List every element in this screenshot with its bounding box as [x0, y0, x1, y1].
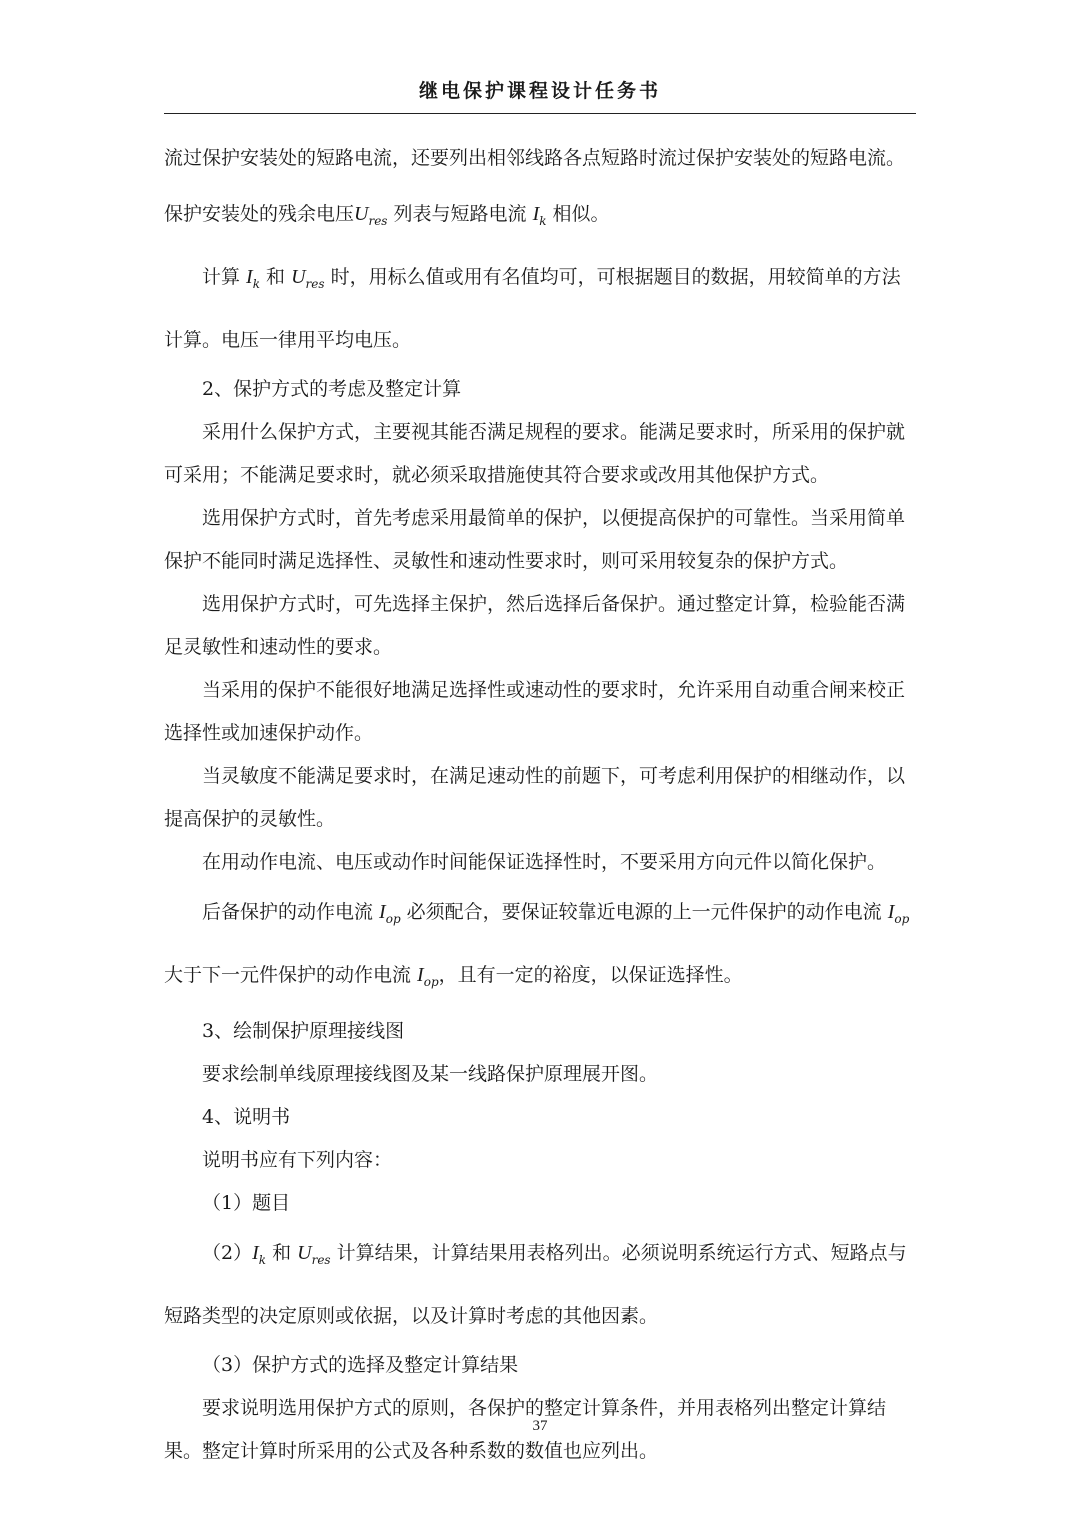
- paragraph-main-backup: 选用保护方式时，可先选择主保护，然后选择后备保护。通过整定计算，检验能否满足灵敏性和速动性的要求。: [164, 593, 906, 658]
- math-subscript: op: [385, 912, 401, 926]
- text-segment: （2）: [202, 1242, 253, 1264]
- math-subscript: op: [423, 975, 439, 989]
- math-symbol: U: [297, 1242, 312, 1264]
- math-symbol: I: [887, 901, 895, 923]
- math-subscript: res: [305, 277, 325, 291]
- paragraph-residual-voltage: [164, 130, 916, 249]
- math-symbol: I: [532, 203, 540, 225]
- text-segment: 流过保护安装处的短路电流，还要列出相邻线路各点短路时流过保护安装处的短路电流。保护安装处的残余电压: [164, 147, 906, 225]
- text-segment: 计算结果，计算结果用表格列出。必须说明系统运行方式、短路点与短路类型的决定原则或依据，以及计算时考虑的其他因素。: [164, 1242, 907, 1327]
- text-segment: 计算: [202, 266, 247, 288]
- math-subscript: k: [539, 214, 547, 228]
- paragraph-calculation: [164, 249, 916, 368]
- list-item-calculation-results: [164, 1225, 916, 1344]
- text-segment: 和: [266, 1242, 298, 1264]
- list-item-topic: （1）题目: [202, 1192, 291, 1214]
- paragraph-reclosing: 当采用的保护不能很好地满足选择性或速动性的要求时，允许采用自动重合闸来校正选择性或加速保护动作。: [164, 679, 906, 744]
- paragraph-protection-choice: 采用什么保护方式，主要视其能否满足规程的要求。能满足要求时，所采用的保护就可采用；不能满足要求时，就必须采取措施使其符合要求或改用其他保护方式。: [164, 421, 906, 486]
- section-heading-2: 2、保护方式的考虑及整定计算: [202, 378, 462, 400]
- section-heading-3: 3、绘制保护原理接线图: [202, 1020, 405, 1042]
- math-symbol: I: [246, 266, 253, 288]
- paragraph-manual-contents: 说明书应有下列内容：: [202, 1149, 393, 1171]
- document-body: [164, 130, 916, 1473]
- paragraph-direction-element: 在用动作电流、电压或动作时间能保证选择性时，不要采用方向元件以简化保护。: [202, 851, 887, 873]
- page-header: [164, 76, 916, 114]
- math-symbol: U: [291, 266, 306, 288]
- paragraph-wiring-diagram: 要求绘制单线原理接线图及某一线路保护原理展开图。: [202, 1063, 659, 1085]
- header-title: 继电保护课程设计任务书: [418, 80, 661, 102]
- paragraph-backup-current: [164, 884, 916, 1010]
- section-heading-4: 4、说明书: [202, 1106, 291, 1128]
- math-symbol: I: [379, 901, 386, 923]
- paragraph-setting-principles: 要求说明选用保护方式的原则，各保护的整定计算条件，并用表格列出整定计算结果。整定计算时所采用的公式及各种系数的数值也应列出。: [164, 1397, 887, 1462]
- math-subscript: k: [258, 1253, 267, 1267]
- math-symbol: I: [417, 964, 424, 986]
- math-subscript: res: [368, 214, 388, 228]
- text-segment: 大于下一元件保护的动作电流: [164, 964, 418, 986]
- text-segment: 和: [260, 266, 292, 288]
- math-subscript: op: [894, 912, 910, 926]
- page-number: 37: [532, 1418, 548, 1434]
- list-item-protection-setting: （3）保护方式的选择及整定计算结果: [202, 1354, 519, 1376]
- text-segment: 后备保护的动作电流: [202, 901, 380, 923]
- math-symbol: U: [354, 203, 369, 225]
- text-segment: 时，用标么值或用有名值均可，可根据题目的数据，用较简单的方法计算。电压一律用平均电压。: [164, 266, 901, 351]
- paragraph-simple-protection: 选用保护方式时，首先考虑采用最简单的保护，以便提高保护的可靠性。当采用简单保护不能同时满足选择性、灵敏性和速动性要求时，则可采用较复杂的保护方式。: [164, 507, 906, 572]
- text-segment: 必须配合，要保证较靠近电源的上一元件保护的动作电流: [400, 901, 888, 923]
- math-subscript: res: [311, 1253, 331, 1267]
- paragraph-sensitivity: 当灵敏度不能满足要求时，在满足速动性的前题下，可考虑利用保护的相继动作，以提高保护的灵敏性。: [164, 765, 906, 830]
- math-symbol: I: [252, 1242, 259, 1264]
- text-segment: ，且有一定的裕度，以保证选择性。: [438, 964, 743, 986]
- text-segment: 相似。: [546, 203, 610, 225]
- math-subscript: k: [252, 277, 260, 291]
- text-segment: 列表与短路电流: [387, 203, 533, 225]
